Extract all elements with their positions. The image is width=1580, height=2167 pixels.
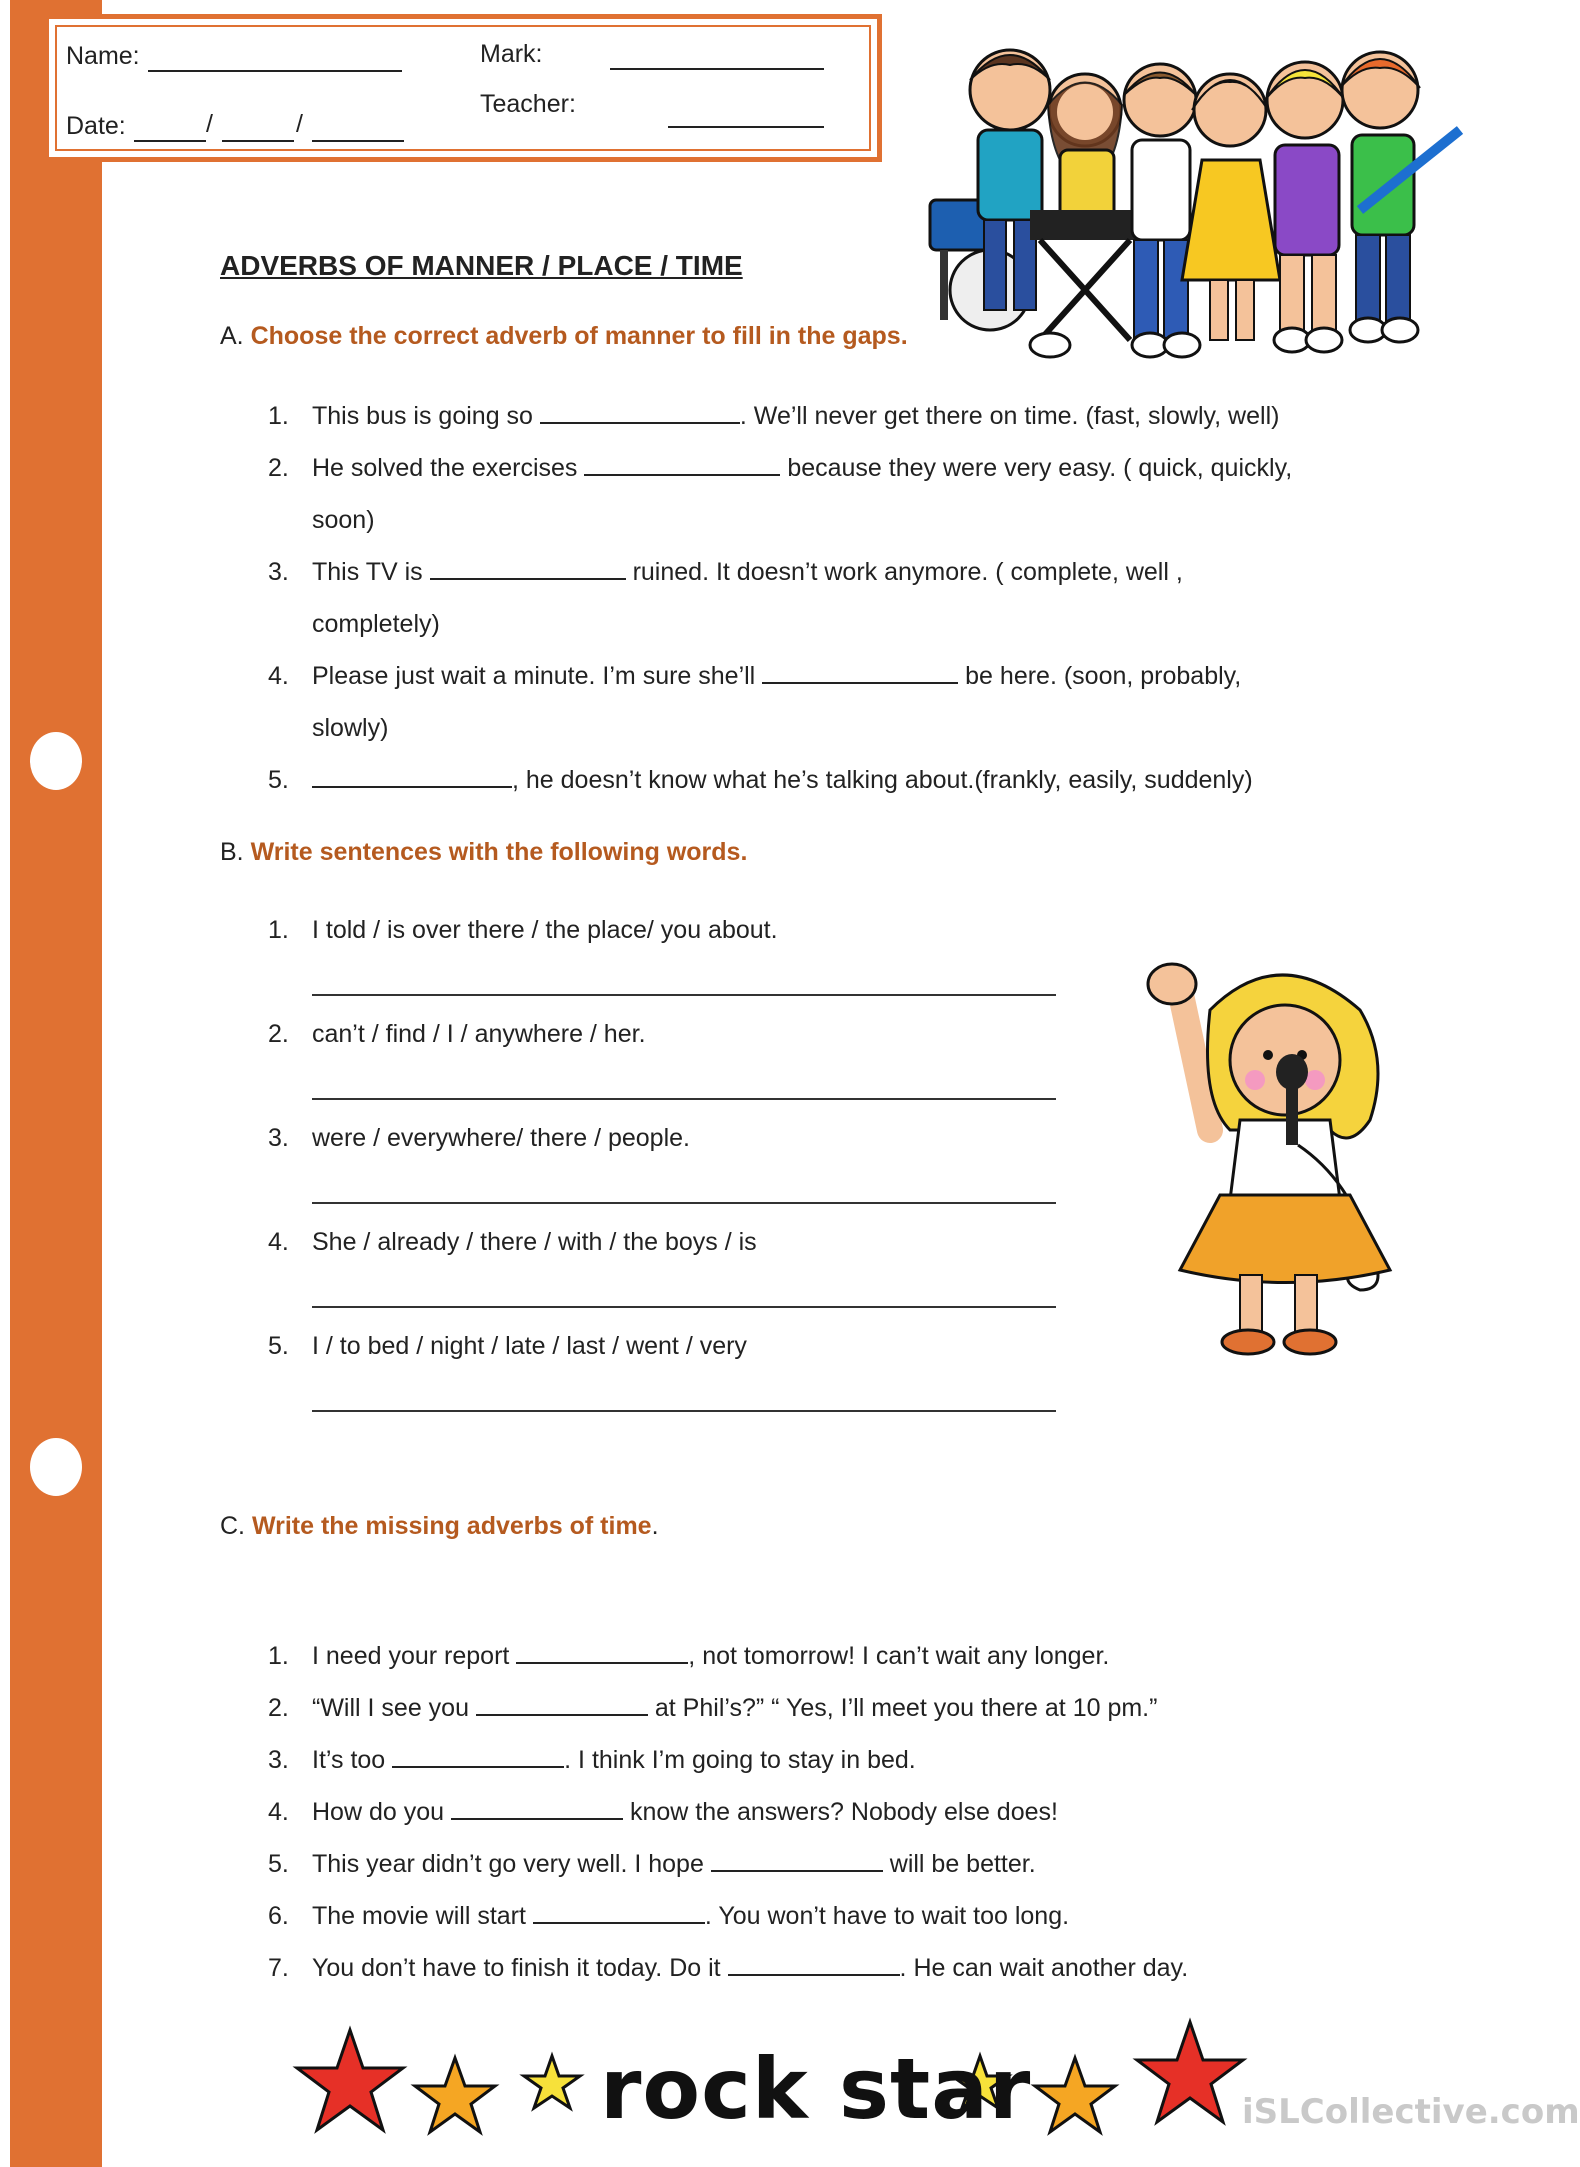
answer-blank[interactable] — [516, 1640, 688, 1664]
page-title: ADVERBS OF MANNER / PLACE / TIME — [220, 250, 743, 281]
binder-hole — [30, 732, 82, 790]
section-c-instruction: Write the missing adverbs of time — [251, 1512, 652, 1540]
answer-blank[interactable] — [728, 1952, 900, 1976]
singer-girl-illustration — [1120, 950, 1420, 1370]
section-c-item: 2. “Will I see you at Phil’s?” “ Yes, I’ll meet you there at 10 pm.” — [268, 1694, 1158, 1722]
answer-blank[interactable] — [711, 1848, 883, 1872]
section-b-heading: B. Write sentences with the following words. — [220, 838, 748, 866]
answer-blank[interactable] — [533, 1900, 705, 1924]
star-icon — [524, 2056, 580, 2108]
answer-blank[interactable] — [762, 660, 958, 684]
answer-blank[interactable] — [476, 1692, 648, 1716]
section-a-heading: A. Choose the correct adverb of manner to fill in the gaps. — [220, 322, 908, 350]
date-month-field[interactable] — [222, 140, 294, 142]
section-b-item: 5. I / to bed / night / late / last / went / very — [268, 1332, 747, 1360]
answer-blank[interactable] — [540, 400, 740, 424]
section-b-item: 2. can’t / find / I / anywhere / her. — [268, 1020, 646, 1048]
name-field[interactable] — [148, 70, 402, 72]
star-icon — [1137, 2022, 1243, 2122]
star-icon — [1035, 2058, 1115, 2132]
mark-label: Mark: — [480, 40, 543, 68]
date-year-field[interactable] — [312, 140, 404, 142]
section-b-instruction: Write sentences with the following words. — [250, 838, 748, 866]
answer-line[interactable] — [312, 1098, 1056, 1100]
section-a-item: 3. This TV is ruined. It doesn’t work anymore. ( complete, well , — [268, 558, 1183, 586]
date-day-field[interactable] — [134, 140, 206, 142]
section-a-instruction: Choose the correct adverb of manner to fill in the gaps. — [250, 322, 908, 350]
section-a-item: 1. This bus is going so . We’ll never get there on time. (fast, slowly, well) — [268, 402, 1280, 430]
binder-hole — [30, 1438, 82, 1496]
section-b-item: 1. I told / is over there / the place/ you about. — [268, 916, 778, 944]
section-a-item: 2. He solved the exercises because they were very easy. ( quick, quickly, — [268, 454, 1293, 482]
answer-line[interactable] — [312, 994, 1056, 996]
star-icon — [297, 2030, 403, 2130]
answer-line[interactable] — [312, 1202, 1056, 1204]
teacher-field[interactable] — [668, 126, 824, 128]
section-c-item: 4. How do you know the answers? Nobody else does! — [268, 1798, 1058, 1826]
section-c-item: 1. I need your report , not tomorrow! I can’t wait any longer. — [268, 1642, 1110, 1670]
answer-blank[interactable] — [430, 556, 626, 580]
answer-blank[interactable] — [451, 1796, 623, 1820]
answer-blank[interactable] — [312, 764, 512, 788]
answer-blank[interactable] — [584, 452, 780, 476]
binder-strip — [10, 0, 102, 2167]
section-a-item: 4. Please just wait a minute. I’m sure she’ll be here. (soon, probably, — [268, 662, 1242, 690]
section-a-item: 5. , he doesn’t know what he’s talking about.(frankly, easily, suddenly) — [268, 766, 1253, 794]
section-b-item: 4. She / already / there / with / the boys / is — [268, 1228, 757, 1256]
section-c-item: 7. You don’t have to finish it today. Do it . He can wait another day. — [268, 1954, 1189, 1982]
answer-blank[interactable] — [392, 1744, 564, 1768]
rock-star-banner: rock star — [600, 2040, 1032, 2138]
date-label: Date: — [66, 112, 126, 140]
band-kids-illustration — [920, 20, 1480, 380]
section-b-item: 3. were / everywhere/ there / people. — [268, 1124, 690, 1152]
mark-field[interactable] — [610, 68, 824, 70]
section-c-heading: C. Write the missing adverbs of time. — [220, 1512, 659, 1540]
watermark: iSLCollective.com — [1242, 2092, 1580, 2132]
answer-line[interactable] — [312, 1306, 1056, 1308]
section-c-item: 6. The movie will start . You won’t have to wait too long. — [268, 1902, 1070, 1930]
name-label: Name: — [66, 42, 140, 70]
star-icon — [415, 2058, 495, 2132]
answer-line[interactable] — [312, 1410, 1056, 1412]
section-c-item: 3. It’s too . I think I’m going to stay in bed. — [268, 1746, 916, 1774]
teacher-label: Teacher: — [480, 90, 576, 118]
section-c-item: 5. This year didn’t go very well. I hope will be better. — [268, 1850, 1036, 1878]
